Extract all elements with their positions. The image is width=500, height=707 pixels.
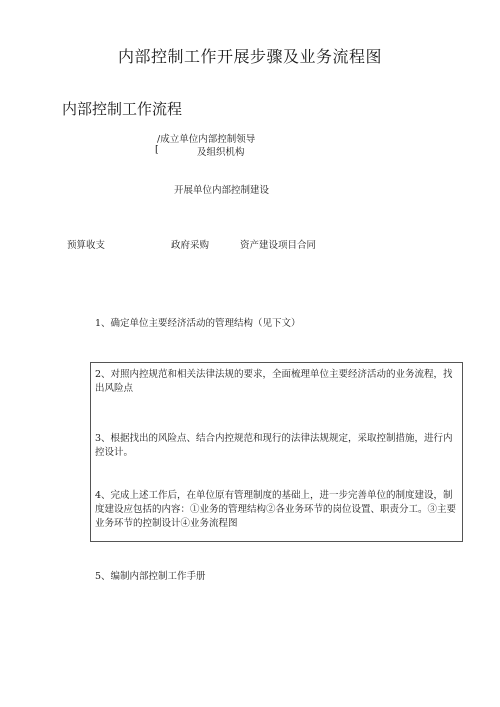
step-5: 5、编制内部控制工作手册 [95,571,206,582]
category-budget: 预算收支 [67,240,106,251]
category-procurement: 政府采购 [171,240,210,251]
step-4: 4、完成上述工作后，在单位原有管理制度的基础上，进一步完善单位的制度建设，制度建设应包括的内容：①业务的管理结构②各业务环节的岗位设置、职责分工。③主要业务环节的控制设计④业务流程图 [95,490,457,529]
leader-group-line-1: /成立单位内部控制领导 [157,134,256,145]
build-internal-control-label: 开展单位内部控制建设 [174,185,270,196]
leader-group-bracket: [ [155,144,159,155]
step-1: 1、确定单位主要经济活动的管理结构（见下文） [95,318,301,329]
steps-box [90,362,463,542]
step-3: 3、根据找出的风险点、结合内控规范和现行的法律法规规定，采取控制措施，进行内控设计。 [95,433,453,458]
category-assets-projects-contracts: 资产建设项目合同 [240,240,317,251]
leader-group-line-2: 及组织机构 [197,147,245,158]
step-2: 2、对照内控规范和相关法律法规的要求，全面梳理单位主要经济活动的业务流程，找出风险点 [95,369,453,394]
section-heading: 内部控制工作流程 [62,100,183,118]
document-title: 内部控制工作开展步骤及业务流程图 [117,47,382,66]
